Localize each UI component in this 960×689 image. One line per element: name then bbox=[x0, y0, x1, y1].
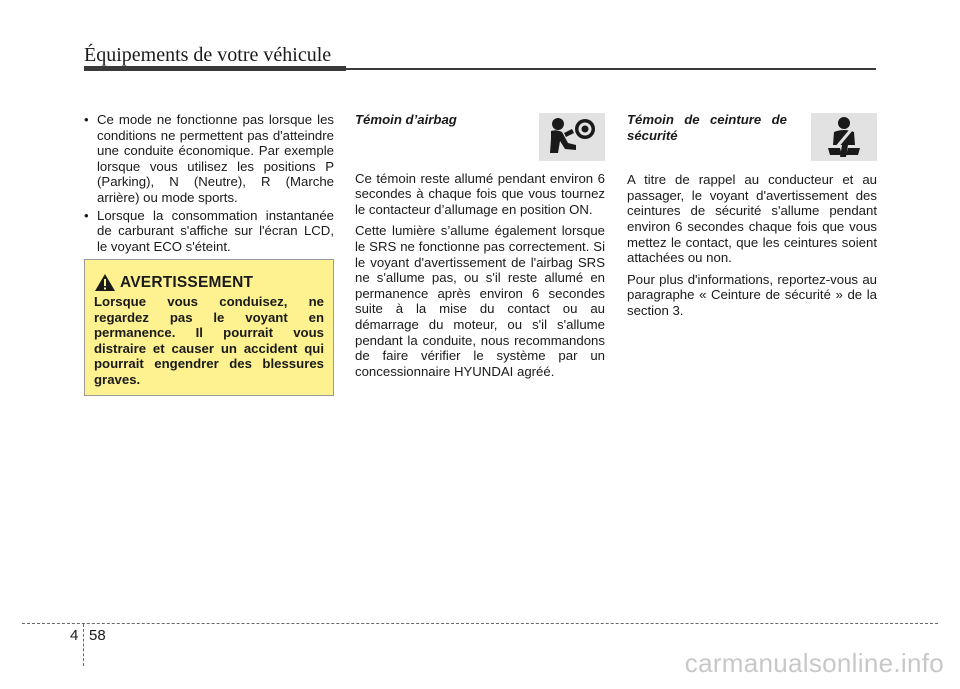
page-number: 58 bbox=[89, 627, 106, 644]
chapter-number: 4 bbox=[70, 627, 79, 644]
warning-title: AVERTISSEMENT bbox=[120, 273, 254, 291]
header-rule-thick bbox=[84, 66, 346, 71]
watermark: carmanualsonline.info bbox=[684, 648, 944, 678]
bullet-item: • Ce mode ne fonctionne pas lorsque les conditions ne permettent pas d'atteindre une conduite économique. Par exemple lorsque vous utilisez les positions P (Parking), N (Neutre), R (Marche arrière) ou mode sports. bbox=[84, 112, 334, 206]
column-eco-mode bbox=[84, 112, 334, 256]
bullet-item: • Lorsque la consommation instantanée de carburant s'affiche sur l'écran LCD, le voyant ECO s'éteint. bbox=[84, 208, 334, 255]
airbag-paragraph: Ce témoin reste allumé pendant environ 6 secondes à chaque fois que vous tournez le contacteur d’allumage en position ON. bbox=[355, 170, 605, 217]
seatbelt-section-title: Témoin de ceinture de sécurité bbox=[627, 112, 787, 143]
warning-box bbox=[84, 259, 334, 396]
airbag-warning-icon bbox=[546, 115, 598, 159]
warning-text: Lorsque vous conduisez, ne regardez pas le voyant en permanence. Il pourrait vous distraire et causer un accident qui pourrait engendrer des blessures graves. bbox=[94, 294, 324, 387]
seatbelt-paragraph: Pour plus d'informations, reportez-vous au paragraphe « Ceinture de sécurité » de la section 3. bbox=[627, 271, 877, 318]
seatbelt-icon-box bbox=[811, 113, 877, 161]
seatbelt-paragraph: A titre de rappel au conducteur et au passager, le voyant d'avertissement des ceintures de sécurité s'allume pendant environ 6 secondes chaque fois que vous mettez le contact, que les ceintures soient attachées ou non. bbox=[627, 172, 877, 266]
warning-header bbox=[94, 273, 324, 292]
footer-divider bbox=[83, 624, 84, 666]
airbag-icon-box bbox=[539, 113, 605, 161]
warning-triangle-icon bbox=[94, 273, 116, 292]
airbag-paragraph: Cette lumière s’allume également lorsque le SRS ne fonctionne pas correctement. Si le voyant d'avertissement de l'airbag SRS ne s'allume pas, ou s'il reste allumé en permanence après environ 6 secondes suite à la mise du contact ou au démarrage du moteur, ou s'il s'allume pendant la conduite, nous recommandons de faire vérifier le système par un concessionnaire HYUNDAI agréé. bbox=[355, 223, 605, 379]
bullet-list bbox=[84, 112, 334, 254]
page-header-title: Équipements de votre véhicule bbox=[84, 44, 332, 66]
header-rule-thin bbox=[346, 68, 876, 70]
airbag-section-title: Témoin d’airbag bbox=[355, 112, 457, 127]
footer-rule bbox=[22, 623, 938, 624]
seatbelt-warning-icon bbox=[820, 115, 868, 159]
